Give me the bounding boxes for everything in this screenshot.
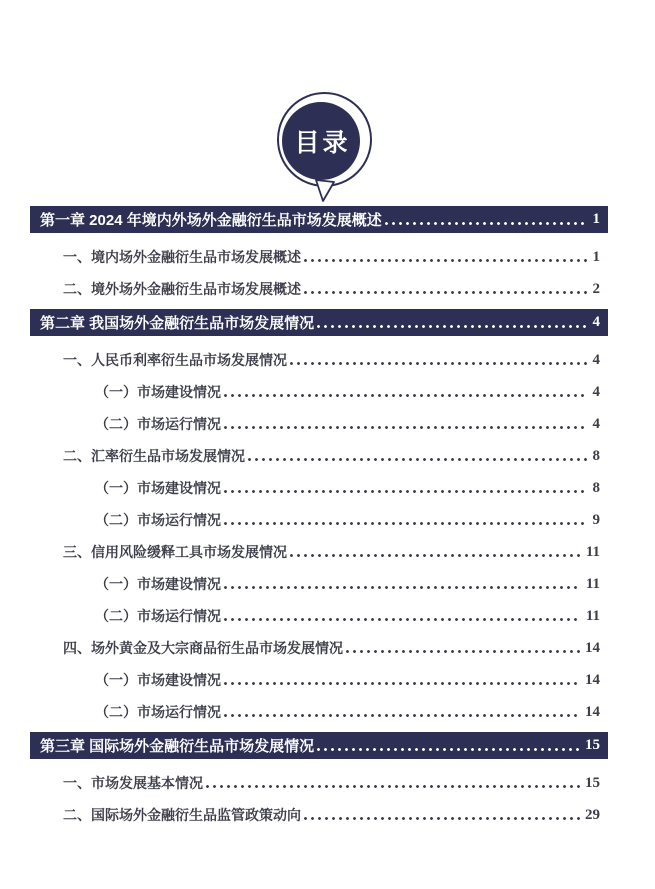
toc-entry-page: 4 [592,383,600,400]
toc-entry-page: 11 [585,607,600,624]
speech-tail-icon [310,179,340,203]
toc-entry-page: 14 [585,703,600,720]
dot-leader [290,536,581,568]
toc-entry-label: 一、境内场外金融衍生品市场发展概述 [63,249,301,265]
toc-chapter-row[interactable] [30,206,608,233]
toc-entry-label: 二、汇率衍生品市场发展情况 [63,448,245,464]
toc-entry-label: （二）市场运行情况 [95,512,221,528]
toc-entry-page: 11 [585,543,600,560]
toc-entry-label: 第一章 2024 年境内外场外金融衍生品市场发展概述 [40,212,382,229]
dot-leader [304,799,580,831]
toc-entry-page: 4 [592,415,600,432]
toc-entry-label: 第二章 我国场外金融衍生品市场发展情况 [40,315,315,332]
toc-entry-label: （一）市场建设情况 [95,672,221,688]
toc-entry-label: 第三章 国际场外金融衍生品市场发展情况 [40,738,315,755]
toc-entry-page: 14 [585,671,600,688]
dot-leader [304,273,588,305]
toc-item-row[interactable] [30,696,608,728]
toc-entry-page: 8 [592,479,600,496]
dot-leader [224,504,588,536]
toc-entry-page: 15 [585,737,600,753]
dot-leader [224,568,581,600]
toc-entry-label: （一）市场建设情况 [95,384,221,400]
badge-label: 目录 [294,129,351,157]
toc-badge [0,0,655,210]
toc-chapter-row[interactable] [30,309,608,336]
toc-entry-page: 11 [585,575,600,592]
toc-item-row[interactable] [30,472,608,504]
toc-chapter-row[interactable] [30,732,608,759]
dot-leader [304,241,588,273]
toc-entry-label: 一、市场发展基本情况 [63,775,203,791]
toc-item-row[interactable] [30,344,608,376]
toc-entry-label: 四、场外黄金及大宗商品衍生品市场发展情况 [63,640,343,656]
toc-entry-label: 二、国际场外金融衍生品监管政策动向 [63,807,301,823]
toc-item-row[interactable] [30,767,608,799]
toc-item-row[interactable] [30,440,608,472]
dot-leader [248,440,588,472]
toc-item-row[interactable] [30,600,608,632]
dot-leader [385,206,588,233]
toc-entry-label: （一）市场建设情况 [95,480,221,496]
dot-leader [290,344,588,376]
dot-leader [317,309,587,336]
toc-entry-label: 二、境外场外金融衍生品市场发展概述 [63,281,301,297]
toc-entry-page: 8 [592,447,600,464]
toc-entry-page: 1 [592,248,600,265]
badge-disc [282,102,360,180]
toc-item-row[interactable] [30,664,608,696]
dot-leader [224,664,580,696]
toc-item-row[interactable] [30,568,608,600]
toc-item-row[interactable] [30,799,608,831]
toc-entry-page: 4 [592,351,600,368]
dot-leader [224,376,588,408]
dot-leader [346,632,580,664]
toc-entry-page: 15 [585,774,600,791]
toc-entry-page: 2 [592,280,600,297]
toc-item-row[interactable] [30,632,608,664]
toc-entry-label: 一、人民币利率衍生品市场发展情况 [63,352,287,368]
toc-item-row[interactable] [30,408,608,440]
toc-entry-label: 三、信用风险缓释工具市场发展情况 [63,544,287,560]
toc-entry-label: （二）市场运行情况 [95,704,221,720]
dot-leader [224,600,581,632]
toc-list [30,202,608,831]
dot-leader [224,472,588,504]
toc-entry-page: 9 [592,511,600,528]
dot-leader [224,696,580,728]
dot-leader [206,767,580,799]
toc-entry-label: （二）市场运行情况 [95,416,221,432]
toc-entry-page: 1 [592,211,600,227]
toc-item-row[interactable] [30,273,608,305]
toc-item-row[interactable] [30,376,608,408]
toc-item-row[interactable] [30,536,608,568]
toc-entry-page: 14 [585,639,600,656]
toc-item-row[interactable] [30,504,608,536]
toc-entry-page: 29 [585,806,600,823]
toc-entry-page: 4 [592,314,600,330]
toc-item-row[interactable] [30,241,608,273]
toc-entry-label: （二）市场运行情况 [95,608,221,624]
toc-entry-label: （一）市场建设情况 [95,576,221,592]
dot-leader [224,408,588,440]
dot-leader [317,732,580,759]
